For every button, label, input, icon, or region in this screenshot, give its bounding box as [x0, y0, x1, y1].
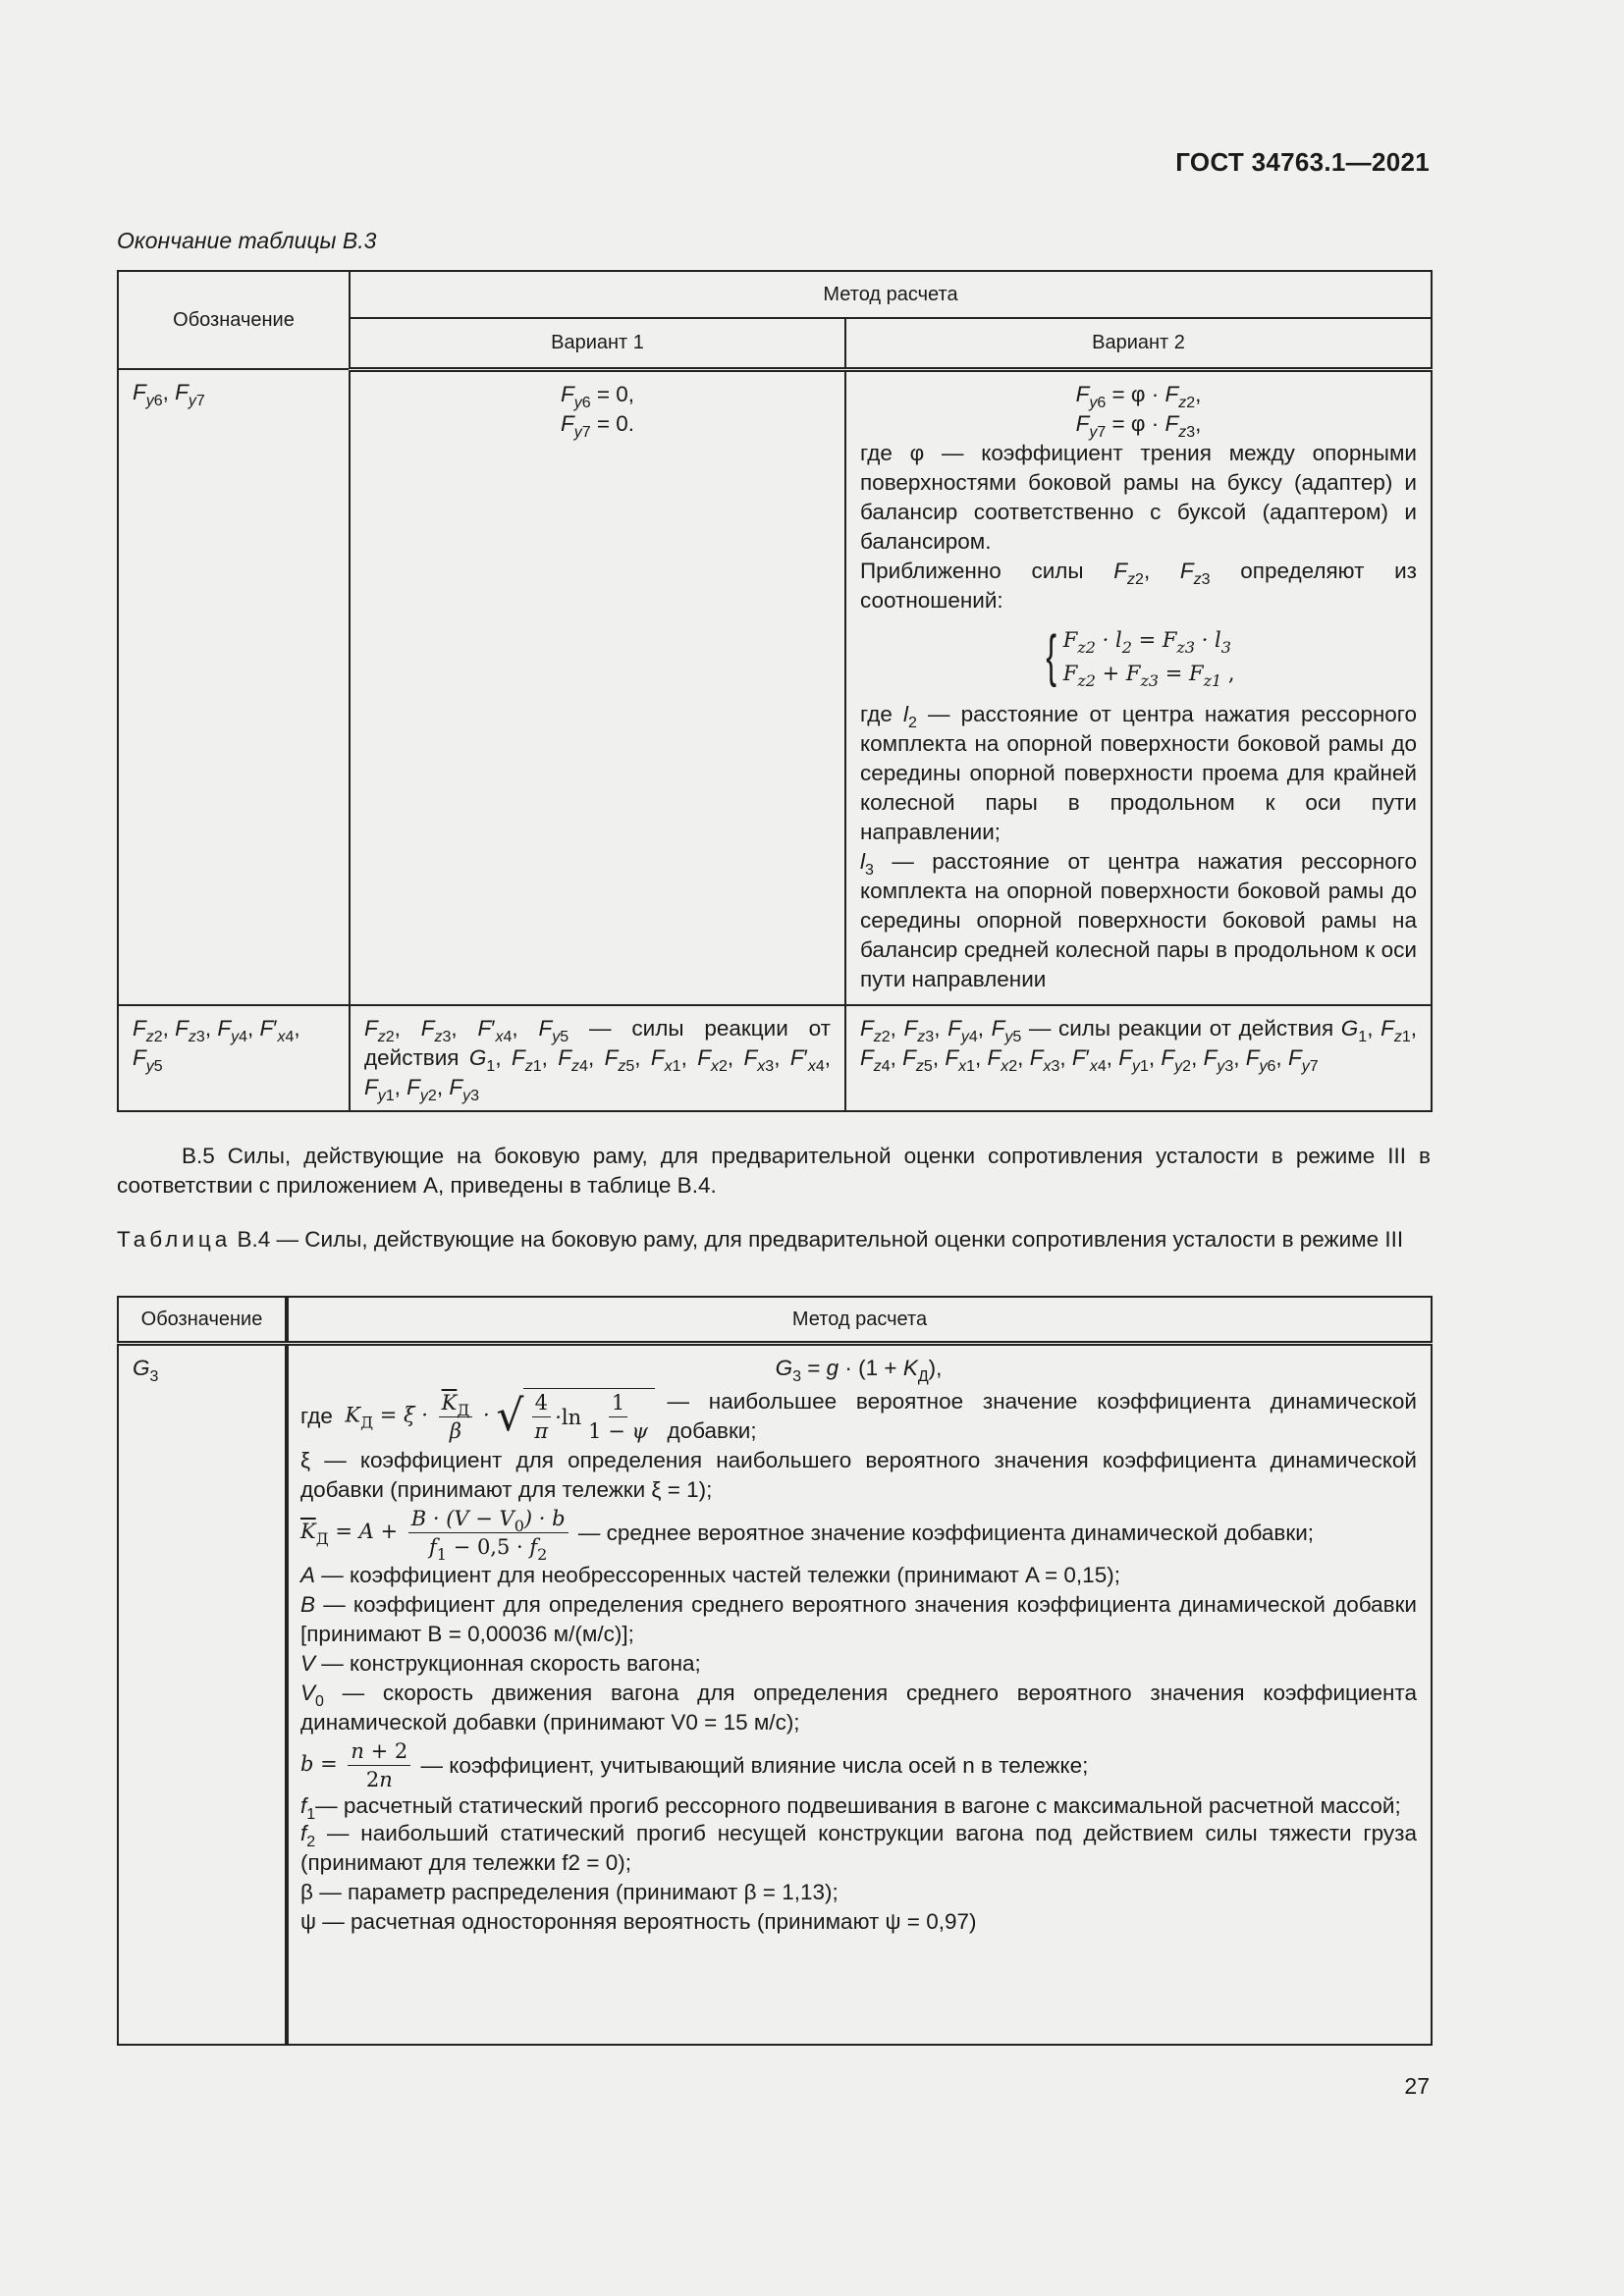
- b-line: b = $\frac{n + 2}{2n}$ — коэффициент, учитывающий влияние числа осей n в тележке;: [300, 1739, 1089, 1791]
- l3-description: — расстояние от центра нажатия рессорного комплекта на опорной поверхности боковой рамы до середины опорной поверхности боковой рамы на балансир средней колесной пары в продольном к оси пути направлении: [860, 848, 1417, 991]
- reaction-text: — силы реакции от действия: [364, 1016, 831, 1070]
- table-b4-caption: [117, 1225, 1431, 1255]
- header-designation: Обозначение: [118, 271, 350, 369]
- variant2-cell: $F_{y6} = \varphi \cdot F_{z2}$, $F_{y7} = \varphi \cdot F_{z3}$, где φ — коэффициент трения между опорными поверхностями боковой рамы на буксу (адаптер) и балансир соответственно с буксой (адаптером) и балансиром. Приближенно силы $F_{z2}$, $F_{z3}$ определяют из соотношений: { $F_{z2} \cdot l_2 = F_{z3} \cdot l_3$ $F_{z2} + F_{z3} = F_{z1}$ , где $l_2$ — расстояние от центра нажатия рессорного комплекта на опорной поверхности боковой рамы до середины опорной поверхности проема для крайней колесной пары в продольном к оси пути направлении; $l_3$ — расстояние от центра нажатия рессорного комплекта на опорной поверхности боковой рамы до середины опорной поверхности боковой рамы на балансир средней колесной пары в продольном к оси пути направлении: [845, 369, 1432, 1005]
- paragraph-b5: В.5 Силы, действующие на боковую раму, для предварительной оценки сопротивления усталости в режиме III в соответствии с приложением А, приведены в таблице В.4.: [117, 1144, 1431, 1198]
- f2-line: $f_2$ — наибольший статический прогиб несущей конструкции вагона под действием силы тяжести груза (принимают для тележки f2 = 0);: [300, 1821, 1417, 1875]
- where-label: где: [300, 1404, 333, 1428]
- f1-line: $f_1—$ расчетный статический прогиб рессорного подвешивания в вагоне с максимальной расчетной массой;: [300, 1793, 1401, 1823]
- v0-line: $V_0$ — скорость движения вагона для определения среднего вероятного значения коэффициента динамической добавки (принимают V0 = 15 м/с);: [300, 1681, 1417, 1735]
- psi-description: — расчетная односторонняя вероятность (принимают ψ = 0,97): [322, 1909, 977, 1934]
- table-row: [118, 1344, 1432, 2045]
- b-coef-description: — коэффициент для определения среднего вероятного значения коэффициента динамической добавки [принимают B = 0,00036 м/(м/с)];: [300, 1592, 1417, 1646]
- kd-mean-line: $\overline{K}_Д = A$ + $\frac{B \cdot (V - V_0) \cdot b}{f_1 - 0,5 \cdot f_2}$ — среднее вероятное значение коэффициента динамической добавки;: [300, 1507, 1315, 1564]
- header-designation: Обозначение: [118, 1297, 287, 1344]
- table-label: Таблица: [117, 1227, 232, 1252]
- v-line: V — конструкционная скорость вагона;: [300, 1651, 701, 1676]
- xi-line: ξ — коэффициент для определения наибольшего вероятного значения коэффициента динамической добавки (принимают для тележки ξ = 1);: [300, 1448, 1417, 1502]
- a-description: — коэффициент для необрессоренных частей тележки (принимают A = 0,15);: [321, 1563, 1120, 1587]
- standard-header: ГОСТ 34763.1—2021: [1175, 147, 1430, 177]
- table-b3: [117, 270, 1433, 1112]
- a-line: A — коэффициент для необрессоренных частей тележки (принимают A = 0,15);: [300, 1563, 1120, 1587]
- variant1-cell: $F_{y6} = 0$, $F_{y7} = 0$.: [350, 369, 845, 1005]
- header-method: Метод расчета: [350, 271, 1432, 318]
- table-b4: [117, 1296, 1433, 2046]
- reaction-text: — силы реакции от действия: [1028, 1016, 1334, 1041]
- b-description: — коэффициент, учитывающий влияние числа осей n в тележке;: [420, 1752, 1089, 1778]
- relations-text: определяют из соотношений:: [860, 558, 1417, 613]
- friction-description: где φ — коэффициент трения между опорными поверхностями боковой рамы на буксу (адаптер) и балансир соответственно с буксой (адаптером) и балансиром.: [860, 440, 1417, 554]
- kd-formula-line: где $K_Д = \xi$ · $\frac{\overline{K}_Д}{\beta}$ · √ $\frac{4}{\pi}$ · ln $\frac{1}{1 - \psi}$ — наибольшее вероятное значение коэффициента динамической добавки;: [300, 1387, 1417, 1446]
- v0-description: — скорость движения вагона для определения среднего вероятного значения коэффициента динамической добавки (принимают V0 = 15 м/с);: [300, 1681, 1417, 1735]
- kd-description: — наибольшее вероятное значение коэффициента динамической добавки;: [667, 1389, 1417, 1443]
- variant1-cell: $F_{z2}$, $F_{z3}$, $F'_{x4}$, $F_{y5}$ — силы реакции от действия $G_1$, $F_{z1}$, $F_{z4}$, $F_{z5}$, $F_{x1}$, $F_{x2}$, $F_{x3}$, $F'_{x4}$, $F_{y1}$, $F_{y2}$, $F_{y3}$: [350, 1005, 845, 1111]
- psi-line: ψ — расчетная односторонняя вероятность (принимают ψ = 0,97): [300, 1909, 977, 1934]
- equation-system: { $F_{z2} \cdot l_2 = F_{z3} \cdot l_3$ $F_{z2} + F_{z3} = F_{z1}$ ,: [1046, 623, 1235, 690]
- beta-description: — параметр распределения (принимают β = 1,13);: [319, 1880, 839, 1904]
- page-number: 27: [1404, 2073, 1430, 2099]
- table-row: [118, 1005, 1432, 1111]
- header-method: Метод расчета: [287, 1297, 1432, 1344]
- kd-mean-description: — среднее вероятное значение коэффициента динамической добавки;: [577, 1520, 1315, 1545]
- designation-cell: $G_3$: [118, 1344, 287, 2045]
- header-variant2: Вариант 2: [845, 318, 1432, 369]
- v-description: — конструкционная скорость вагона;: [321, 1651, 701, 1676]
- b-coef-line: B — коэффициент для определения среднего вероятного значения коэффициента динамической добавки [принимают B = 0,00036 м/(м/с)];: [300, 1592, 1417, 1646]
- beta-line: β — параметр распределения (принимают β = 1,13);: [300, 1880, 839, 1904]
- xi-description: — коэффициент для определения наибольшего вероятного значения коэффициента динамической добавки (принимают для тележки ξ = 1);: [300, 1448, 1417, 1502]
- f1-description: — расчетный статический прогиб рессорного подвешивания в вагоне с максимальной расчетной массой;: [315, 1793, 1401, 1818]
- table-b3-caption: Окончание таблицы В.3: [117, 228, 377, 253]
- designation-cell: $F_{z2}$, $F_{z3}$, $F_{y4}$, $F'_{x4}$, $F_{y5}$: [118, 1005, 350, 1111]
- method-cell: $G_3 = g \cdot (1 + K_Д)$, где $K_Д = \xi$ · $\frac{\overline{K}_Д}{\beta}$ · √ $\frac{4}{\pi}$ · ln $\frac{1}{1 - \psi}$ — наибольшее вероятное значение коэффициента динамической добавки; ξ — коэффициент для определения наибольшего вероятного значения коэффициента динамической добавки (принимают для тележки ξ = 1); $\overline{K}_Д = A$ + $\frac{B \cdot (V - V_0) \cdot b}{f_1 - 0,5 \cdot f_2}$ — среднее вероятное значение коэффициента динамической добавки; A — коэффициент для необрессоренных частей тележки (принимают A = 0,15); B — коэффициент для определения среднего вероятного значения коэффициента динамической добавки [принимают B = 0,00036 м/(м/с)]; V — конструкционная скорость вагона; $V_0$ — скорость движения вагона для определения среднего вероятного значения коэффициента динамической добавки (принимают V0 = 15 м/с); b = $\frac{n + 2}{2n}$ — коэффициент, учитывающий влияние числа осей n в тележке; $f_1—$ расчетный статический прогиб рессорного подвешивания в вагоне с максимальной расчетной массой; $f_2$ — наибольший статический прогиб несущей конструкции вагона под действием силы тяжести груза (принимают для тележки f2 = 0); β — параметр распределения (принимают β = 1,13); ψ — расчетная односторонняя вероятность (принимают ψ = 0,97): [287, 1344, 1432, 2045]
- header-variant1: Вариант 1: [350, 318, 845, 369]
- approx-text: Приближенно силы: [860, 558, 1084, 583]
- table-row: [118, 369, 1432, 1005]
- l2-description: — расстояние от центра нажатия рессорного комплекта на опорной поверхности боковой рамы до середины опорной поверхности проема для крайней колесной пары в продольном к оси пути направлении;: [860, 701, 1417, 844]
- variant2-cell: $F_{z2}$, $F_{z3}$, $F_{y4}$, $F_{y5}$ — силы реакции от действия $G_1$, $F_{z1}$, $F_{z4}$, $F_{z5}$, $F_{x1}$, $F_{x2}$, $F_{x3}$, $F'_{x4}$, $F_{y1}$, $F_{y2}$, $F_{y3}$, $F_{y6}$, $F_{y7}$: [845, 1005, 1432, 1111]
- table-b4-title: В.4 — Силы, действующие на боковую раму, для предварительной оценки сопротивления усталости в режиме III: [237, 1227, 1404, 1252]
- f2-description: — наибольший статический прогиб несущей конструкции вагона под действием силы тяжести груза (принимают для тележки f2 = 0);: [300, 1821, 1417, 1875]
- designation-cell: $F_{y6}$, $F_{y7}$: [118, 369, 350, 1005]
- where-label: где: [860, 701, 893, 726]
